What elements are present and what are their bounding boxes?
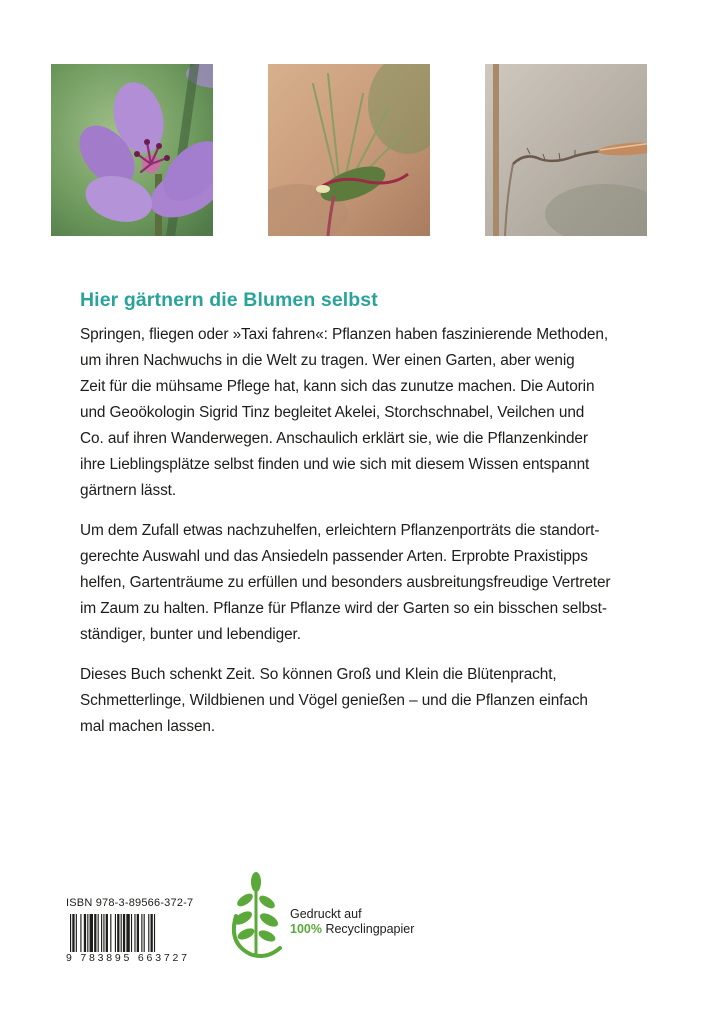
paragraph: Springen, fliegen oder »Taxi fahren«: Pflanzen haben faszinierende Methoden, um ihren Nachwuchs in die Welt zu tragen. Wer einen Garten, aber wenig Zeit für die mühsame Pflege hat, kann sich das zunutze machen. Die Autorin und Geoökologin Sigrid Tinz begleitet Akelei, Storchschnabel, Veilchen und Co. auf ihren Wanderwegen. Anschaulich erklärt sie, wie die Pflanzenkinder ihre Lieblingsplätze selbst finden und wie sich mit diesem Wissen entspannt gärtnern lässt. [80,326,609,499]
paragraph: Dieses Buch schenkt Zeit. So können Groß und Klein die Blütenpracht, Schmetterlinge, Wildbienen und Vögel genießen – und die Pflanzen einfach mal machen lassen. [80,666,588,735]
photo-single-seed [485,64,647,236]
eco-line1: Gedruckt auf [290,907,362,921]
eco-percent: 100% [290,922,322,936]
photo-storksbill-flower [51,64,213,236]
heading: Hier gärtnern die Blumen selbst [80,289,378,311]
eco-line2: Recyclingpapier [321,922,415,936]
description [80,322,660,754]
paragraph: Um dem Zufall etwas nachzuhelfen, erleichtern Pflanzenporträts die standort- gerechte Auswahl und das Ansiedeln passender Arten. Erprobte Praxistipps helfen, Gartenträume zu erfüllen und besonders ausbreitungsfreudige Vertreter im Zaum zu halten. Pflanze für Pflanze wird der Garten so ein bisschen selbst- ständiger, bunter und lebendiger. [80,522,611,643]
barcode-digits: 9 783895 663727 [66,952,194,964]
photo-seed-pods [268,64,430,236]
recycling-note [290,907,414,937]
isbn-label: ISBN 978-3-89566-372-7 [66,897,194,909]
recycling-plant-icon [226,868,286,958]
